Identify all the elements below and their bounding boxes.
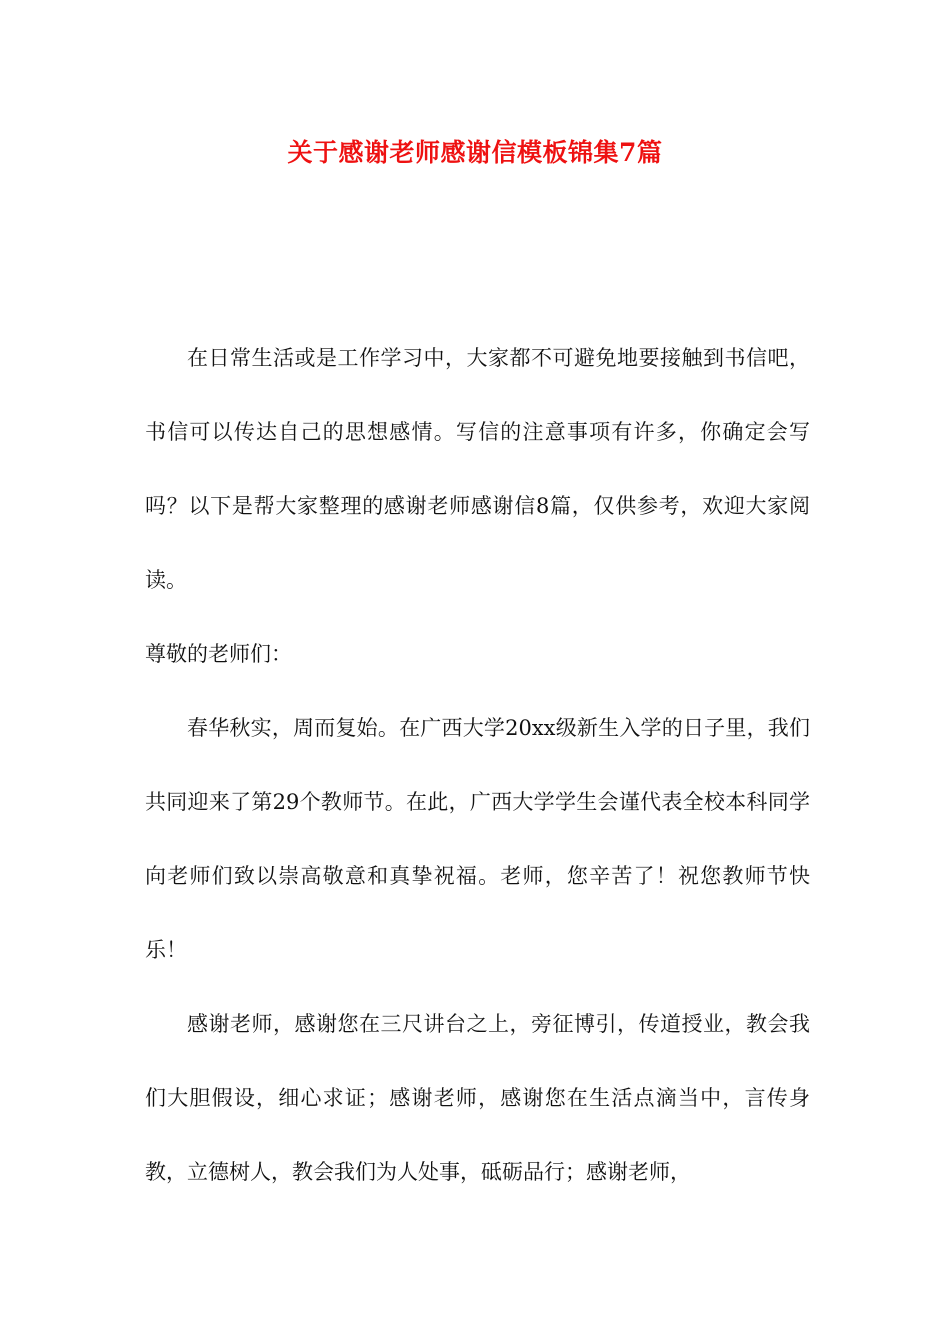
document-title: 关于感谢老师感谢信模板锦集7篇 (287, 138, 663, 167)
document-body (145, 321, 810, 1209)
paragraph-greeting: 春华秋实，周而复始。在广西大学20xx级新生入学的日子里，我们共同迎来了第29个教师节。在此，广西大学学生会谨代表全校本科同学向老师们致以崇高敬意和真挚祝福。老师，您辛苦了！祝您教师节快乐！ (145, 716, 810, 962)
paragraph-intro: 在日常生活或是工作学习中，大家都不可避免地要接触到书信吧，书信可以传达自己的思想感情。写信的注意事项有许多，你确定会写吗？以下是帮大家整理的感谢老师感谢信8篇，仅供参考，欢迎大家阅读。 (145, 346, 810, 592)
paragraph-salutation: 尊敬的老师们： (145, 642, 292, 666)
paragraph-thanks: 感谢老师，感谢您在三尺讲台之上，旁征博引，传道授业，教会我们大胆假设，细心求证；感谢老师，感谢您在生活点滴当中，言传身教，立德树人，教会我们为人处事，砥砺品行；感谢老师， (145, 1012, 810, 1184)
